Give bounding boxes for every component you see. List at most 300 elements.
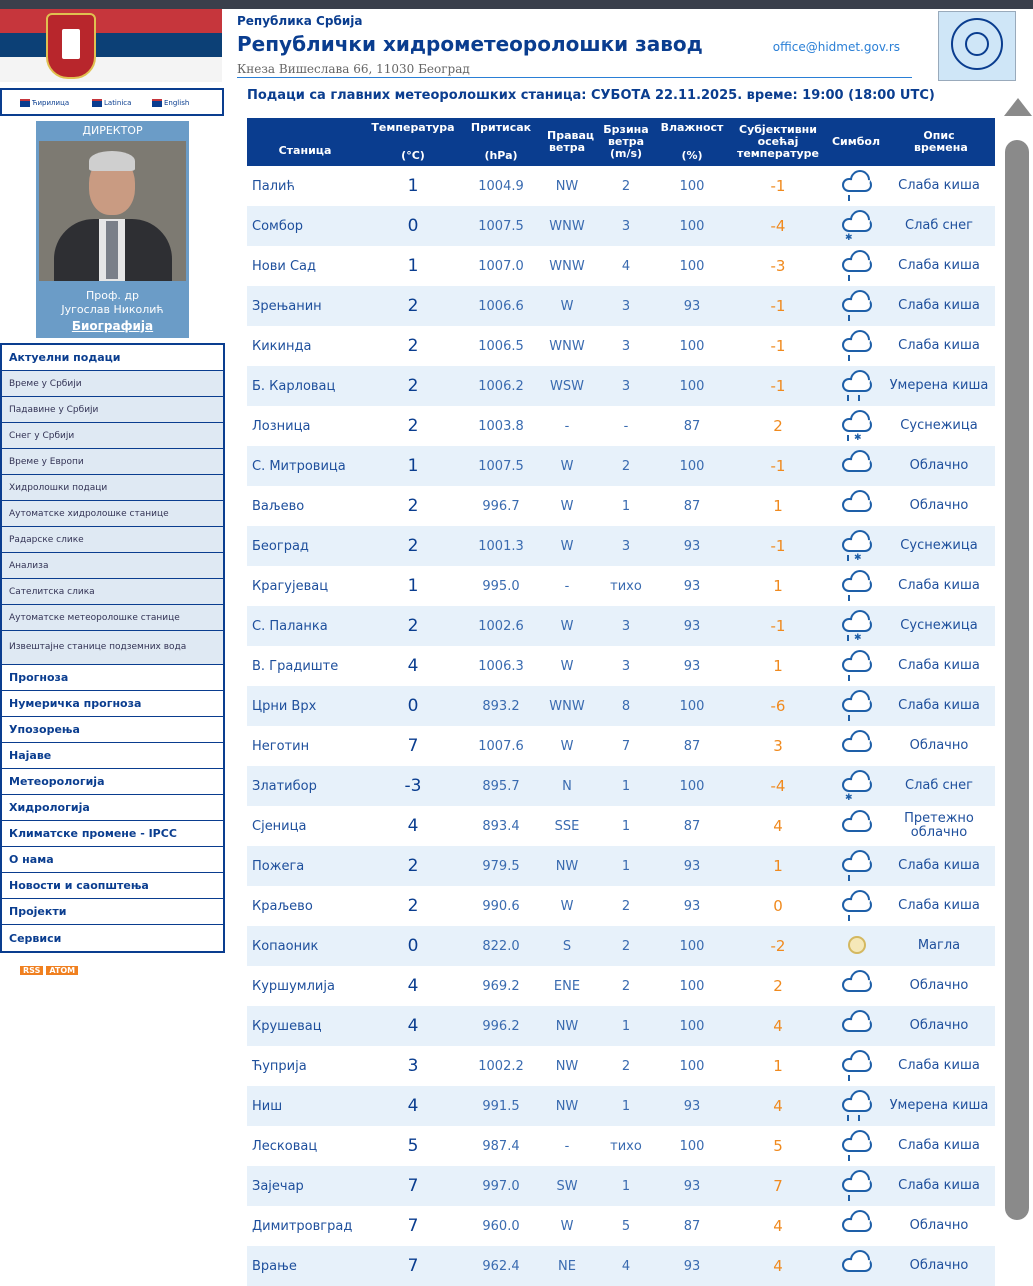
sidebar-menu-item[interactable]: Нумеричка прогноза bbox=[2, 691, 223, 717]
table-row bbox=[247, 886, 995, 926]
sidebar-menu-item[interactable]: Снег у Србији bbox=[2, 423, 223, 449]
director-label: ДИРЕКТОР bbox=[82, 124, 143, 137]
sidebar-menu-item[interactable]: Најаве bbox=[2, 743, 223, 769]
feels-like-cell: 2 bbox=[773, 977, 783, 995]
serbian-flag-banner bbox=[0, 9, 222, 82]
temperature-cell: 2 bbox=[363, 846, 463, 886]
temperature-cell: 4 bbox=[407, 976, 419, 996]
sidebar-menu-item[interactable]: Метеорологија bbox=[2, 769, 223, 795]
pressure-cell: 996.2 bbox=[463, 1006, 539, 1046]
description-cell: Слаба киша bbox=[898, 258, 980, 273]
wind-speed-cell: 3 bbox=[621, 658, 631, 674]
feels-like-cell: 7 bbox=[727, 1166, 829, 1206]
pressure-cell: 822.0 bbox=[463, 926, 539, 966]
description-cell: Слаба киша bbox=[898, 338, 980, 353]
light-snow-icon: ✱ bbox=[836, 208, 876, 244]
wind-speed-cell: 3 bbox=[595, 606, 657, 646]
pressure-cell: 1006.6 bbox=[463, 286, 539, 326]
description-cell: Слаба киша bbox=[883, 846, 995, 886]
table-row bbox=[247, 1126, 995, 1166]
feels-like-cell: 4 bbox=[773, 1217, 783, 1235]
sidebar-menu-item[interactable]: Упозорења bbox=[2, 717, 223, 743]
temperature-cell: 4 bbox=[407, 656, 419, 676]
light-rain-icon bbox=[836, 248, 876, 284]
wind-speed-cell: 5 bbox=[621, 1218, 631, 1234]
humidity-cell: 87 bbox=[683, 418, 701, 434]
light-rain-icon bbox=[836, 1048, 876, 1084]
table-header-row bbox=[247, 118, 995, 166]
sidebar-menu-item[interactable]: Сателитска слика bbox=[2, 579, 223, 605]
description-cell: Облачно bbox=[909, 1218, 969, 1233]
station-cell: Нови Сад bbox=[252, 258, 317, 274]
temperature-cell: 0 bbox=[363, 686, 463, 726]
weather-symbol-cell bbox=[829, 926, 883, 966]
sidebar-menu-item[interactable]: Аутоматске хидролошке станице bbox=[2, 501, 223, 527]
humidity-cell: 87 bbox=[683, 498, 701, 514]
temperature-cell: 2 bbox=[363, 286, 463, 326]
weather-symbol-cell bbox=[829, 326, 883, 366]
wind-speed-cell: 2 bbox=[621, 178, 631, 194]
station-cell: Димитровград bbox=[252, 1218, 353, 1234]
wind-direction-cell: W bbox=[539, 446, 595, 486]
station-cell: В. Градиште bbox=[252, 658, 339, 674]
temperature-cell: 0 bbox=[363, 206, 463, 246]
sidebar-menu-item[interactable]: Новости и саопштења bbox=[2, 873, 223, 899]
weather-symbol-cell bbox=[829, 246, 883, 286]
humidity-cell: 100 bbox=[657, 926, 727, 966]
humidity-cell: 87 bbox=[683, 818, 701, 834]
station-cell: Куршумлија bbox=[252, 978, 335, 994]
station-cell: Ваљево bbox=[252, 498, 305, 514]
col-description: Опис времена bbox=[883, 118, 995, 166]
rss-link[interactable]: RSS bbox=[20, 966, 43, 975]
pressure-cell: 1006.2 bbox=[463, 366, 539, 406]
wind-speed-cell: 3 bbox=[595, 206, 657, 246]
humidity-cell: 100 bbox=[657, 1006, 727, 1046]
scrollbar-thumb[interactable] bbox=[1005, 140, 1029, 1220]
feels-like-cell: -4 bbox=[727, 206, 829, 246]
wind-direction-cell: NW bbox=[539, 846, 595, 886]
weather-symbol-cell bbox=[829, 806, 883, 846]
table-row bbox=[247, 446, 995, 486]
weather-symbol-cell bbox=[829, 766, 883, 806]
temperature-cell: 2 bbox=[407, 416, 419, 436]
director-box bbox=[36, 121, 189, 338]
wind-direction-cell: SSE bbox=[554, 818, 580, 834]
station-cell: Црни Врх bbox=[247, 686, 363, 726]
cloudy-icon bbox=[836, 488, 876, 524]
light-rain-icon bbox=[836, 168, 876, 204]
sidebar-menu-item[interactable]: Пројекти bbox=[2, 899, 223, 925]
feels-like-cell: -1 bbox=[727, 606, 829, 646]
site-title[interactable]: Републички хидрометеоролошки завод bbox=[237, 32, 703, 56]
weather-symbol-cell bbox=[829, 686, 883, 726]
cloudy-icon bbox=[836, 1248, 876, 1284]
pressure-cell: 995.0 bbox=[482, 578, 520, 594]
humidity-cell: 100 bbox=[679, 178, 705, 194]
sidebar-menu-item[interactable]: Радарске слике bbox=[2, 527, 223, 553]
wind-speed-cell: 3 bbox=[595, 366, 657, 406]
humidity-cell: 93 bbox=[657, 1086, 727, 1126]
sidebar-menu-item[interactable]: Хидрологија bbox=[2, 795, 223, 821]
pressure-cell: 990.6 bbox=[482, 898, 520, 914]
pressure-cell: 1006.5 bbox=[478, 338, 524, 354]
table-row bbox=[247, 766, 995, 806]
wind-speed-cell: 4 bbox=[595, 1246, 657, 1286]
feels-like-cell: -2 bbox=[727, 926, 829, 966]
weather-symbol-cell bbox=[829, 726, 883, 766]
description-cell: Претежно облачно bbox=[904, 811, 974, 840]
wind-speed-cell: 2 bbox=[621, 898, 631, 914]
sidebar-menu-item[interactable]: Извештајне станице подземних вода bbox=[2, 631, 223, 665]
station-cell: Зрењанин bbox=[247, 286, 363, 326]
temperature-cell: 2 bbox=[363, 366, 463, 406]
station-cell: Палић bbox=[252, 178, 295, 194]
cloudy-icon bbox=[836, 1208, 876, 1244]
light-rain-icon bbox=[836, 1128, 876, 1164]
humidity-cell: 100 bbox=[657, 686, 727, 726]
col-station: Станица bbox=[247, 118, 363, 166]
pressure-cell: 1002.2 bbox=[478, 1058, 524, 1074]
description-cell: Умерена киша bbox=[883, 366, 995, 406]
weather-symbol-cell bbox=[829, 606, 883, 646]
weather-symbol-cell bbox=[829, 1246, 883, 1286]
feels-like-cell: 5 bbox=[773, 1137, 783, 1155]
description-cell: Слаб снег bbox=[883, 206, 995, 246]
pressure-cell: 997.0 bbox=[463, 1166, 539, 1206]
station-cell: Лесковац bbox=[252, 1138, 318, 1154]
weather-symbol-cell bbox=[829, 1206, 883, 1246]
humidity-cell: 93 bbox=[683, 898, 701, 914]
humidity-cell: 100 bbox=[657, 766, 727, 806]
weather-symbol-cell bbox=[829, 166, 883, 206]
weather-symbol-cell bbox=[829, 526, 883, 566]
temperature-cell: 1 bbox=[407, 256, 419, 276]
wind-speed-cell: тихо bbox=[610, 1138, 642, 1154]
station-cell: Зајечар bbox=[247, 1166, 363, 1206]
weather-symbol-cell bbox=[829, 406, 883, 446]
weather-symbol-cell bbox=[829, 886, 883, 926]
humidity-cell: 100 bbox=[679, 978, 705, 994]
pressure-cell: 979.5 bbox=[463, 846, 539, 886]
temperature-cell: 4 bbox=[407, 816, 419, 836]
pressure-cell: 893.2 bbox=[463, 686, 539, 726]
light-rain-icon bbox=[836, 328, 876, 364]
wind-direction-cell: SW bbox=[539, 1166, 595, 1206]
wind-direction-cell: ENE bbox=[553, 978, 581, 994]
humidity-cell: 100 bbox=[657, 206, 727, 246]
temperature-cell: 7 bbox=[363, 1246, 463, 1286]
description-cell: Слаба киша bbox=[898, 1058, 980, 1073]
wind-direction-cell: S bbox=[539, 926, 595, 966]
temperature-cell: 4 bbox=[363, 1006, 463, 1046]
wind-speed-cell: 2 bbox=[595, 446, 657, 486]
humidity-cell: 93 bbox=[657, 606, 727, 646]
sidebar-menu-item[interactable]: Актуелни подаци bbox=[2, 345, 223, 371]
humidity-cell: 100 bbox=[679, 1058, 705, 1074]
light-rain-icon bbox=[836, 688, 876, 724]
description-cell: Облачно bbox=[883, 446, 995, 486]
col-feels-like: Субјективни осећај температуре bbox=[727, 118, 829, 166]
director-photo bbox=[39, 141, 186, 281]
site-header bbox=[237, 14, 912, 80]
rhmz-logo[interactable] bbox=[938, 11, 1016, 81]
description-cell: Облачно bbox=[883, 1006, 995, 1046]
table-row bbox=[247, 286, 995, 326]
feels-like-cell: -4 bbox=[727, 766, 829, 806]
temperature-cell: 5 bbox=[407, 1136, 419, 1156]
weather-symbol-cell bbox=[829, 286, 883, 326]
humidity-cell: 93 bbox=[657, 526, 727, 566]
sleet-icon: ✱ bbox=[836, 608, 876, 644]
humidity-cell: 87 bbox=[683, 1218, 701, 1234]
weather-symbol-cell bbox=[829, 1166, 883, 1206]
table-row bbox=[247, 646, 995, 686]
table-row bbox=[247, 926, 995, 966]
station-cell: Краљево bbox=[252, 898, 313, 914]
col-humidity: Влажност (%) bbox=[657, 118, 727, 166]
temperature-cell: 2 bbox=[407, 896, 419, 916]
weather-symbol-cell bbox=[829, 366, 883, 406]
weather-table bbox=[247, 118, 995, 1286]
sidebar-menu-item[interactable]: Време у Србији bbox=[2, 371, 223, 397]
table-row bbox=[247, 1166, 995, 1206]
temperature-cell: 2 bbox=[407, 496, 419, 516]
wind-direction-cell: W bbox=[539, 606, 595, 646]
station-cell: Крагујевац bbox=[252, 578, 329, 594]
wind-speed-cell: 2 bbox=[621, 978, 631, 994]
description-cell: Слаба киша bbox=[883, 1166, 995, 1206]
wind-direction-cell: W bbox=[560, 898, 574, 914]
temperature-cell: 4 bbox=[363, 1086, 463, 1126]
description-cell: Суснежица bbox=[883, 606, 995, 646]
temperature-cell: 2 bbox=[363, 526, 463, 566]
cloudy-icon bbox=[836, 968, 876, 1004]
language-switcher bbox=[0, 88, 224, 116]
wind-speed-cell: 2 bbox=[595, 926, 657, 966]
light-rain-icon bbox=[836, 888, 876, 924]
director-bio-link[interactable]: Биографија bbox=[71, 319, 154, 333]
table-row bbox=[247, 366, 995, 406]
wind-direction-cell: WNW bbox=[539, 206, 595, 246]
station-cell: Неготин bbox=[252, 738, 310, 754]
station-cell: Сомбор bbox=[247, 206, 363, 246]
light-rain-icon bbox=[836, 1168, 876, 1204]
table-row bbox=[247, 806, 995, 846]
wind-speed-cell: 1 bbox=[595, 766, 657, 806]
pressure-cell: 1007.0 bbox=[478, 258, 524, 274]
lang-english[interactable]: English bbox=[152, 99, 189, 107]
table-row bbox=[247, 526, 995, 566]
station-cell: Пожега bbox=[247, 846, 363, 886]
sleet-icon: ✱ bbox=[836, 408, 876, 444]
station-cell: Крушевац bbox=[247, 1006, 363, 1046]
table-row bbox=[247, 606, 995, 646]
station-cell: Ниш bbox=[247, 1086, 363, 1126]
wind-direction-cell: NE bbox=[539, 1246, 595, 1286]
table-row bbox=[247, 1086, 995, 1126]
station-cell: Кикинда bbox=[252, 338, 312, 354]
wind-speed-cell: - bbox=[623, 418, 629, 434]
weather-symbol-cell bbox=[829, 1046, 883, 1086]
sidebar-menu-item[interactable]: Аутоматске метеоролошке станице bbox=[2, 605, 223, 631]
feels-like-cell: 1 bbox=[773, 1057, 783, 1075]
temperature-cell: 1 bbox=[407, 576, 419, 596]
table-row bbox=[247, 1046, 995, 1086]
fog-icon bbox=[836, 928, 876, 964]
description-cell: Слаба киша bbox=[898, 898, 980, 913]
wind-speed-cell: 4 bbox=[621, 258, 631, 274]
wind-direction-cell: - bbox=[564, 578, 570, 594]
description-cell: Слаба киша bbox=[883, 686, 995, 726]
wind-direction-cell: WNW bbox=[549, 258, 585, 274]
humidity-cell: 100 bbox=[679, 338, 705, 354]
description-cell: Суснежица bbox=[883, 526, 995, 566]
sidebar-menu-item[interactable]: Сервиси bbox=[2, 925, 223, 951]
description-cell: Слаба киша bbox=[898, 178, 980, 193]
wind-direction-cell: W bbox=[560, 658, 574, 674]
station-cell: Београд bbox=[247, 526, 363, 566]
description-cell: Умерена киша bbox=[883, 1086, 995, 1126]
sidebar-menu-item[interactable]: Климатске промене - IPCC bbox=[2, 821, 223, 847]
pressure-cell: 1006.3 bbox=[478, 658, 524, 674]
feels-like-cell: 4 bbox=[773, 817, 783, 835]
sidebar-menu-item[interactable]: Хидролошки подаци bbox=[2, 475, 223, 501]
feels-like-cell: -1 bbox=[727, 366, 829, 406]
feels-like-cell: 1 bbox=[727, 846, 829, 886]
description-cell: Суснежица bbox=[900, 418, 978, 433]
temperature-cell: 2 bbox=[363, 606, 463, 646]
light-rain-icon bbox=[836, 288, 876, 324]
station-cell: Златибор bbox=[247, 766, 363, 806]
window-top-bar bbox=[0, 0, 1033, 9]
lang-cyrillic[interactable]: Ћирилица bbox=[20, 99, 69, 107]
wind-direction-cell: W bbox=[539, 526, 595, 566]
temperature-cell: 1 bbox=[407, 176, 419, 196]
temperature-cell: 7 bbox=[407, 1216, 419, 1236]
sidebar-menu-item[interactable]: О нама bbox=[2, 847, 223, 873]
sleet-icon: ✱ bbox=[836, 528, 876, 564]
sidebar-menu bbox=[0, 343, 225, 953]
description-cell: Слаба киша bbox=[898, 1138, 980, 1153]
wind-direction-cell: W bbox=[539, 286, 595, 326]
wind-speed-cell: 2 bbox=[621, 1058, 631, 1074]
wind-speed-cell: 1 bbox=[595, 846, 657, 886]
temperature-cell: 1 bbox=[363, 446, 463, 486]
wind-direction-cell: NW bbox=[539, 1086, 595, 1126]
pressure-cell: 1007.6 bbox=[478, 738, 524, 754]
weather-symbol-cell bbox=[829, 646, 883, 686]
lang-latin[interactable]: Latinica bbox=[92, 99, 131, 107]
cloudy-icon bbox=[836, 448, 876, 484]
wind-direction-cell: WNW bbox=[549, 338, 585, 354]
description-cell: Облачно bbox=[909, 978, 969, 993]
wind-direction-cell: W bbox=[560, 738, 574, 754]
wind-speed-cell: 1 bbox=[621, 498, 631, 514]
col-temperature: Температура (°C) bbox=[363, 118, 463, 166]
email-link[interactable]: office@hidmet.gov.rs bbox=[772, 40, 900, 54]
sidebar-menu-item[interactable]: Падавине у Србији bbox=[2, 397, 223, 423]
pressure-cell: 991.5 bbox=[463, 1086, 539, 1126]
scroll-up-arrow[interactable] bbox=[1004, 98, 1032, 116]
feels-like-cell: 3 bbox=[773, 737, 783, 755]
data-timestamp-heading: Подаци са главних метеоролошких станица: СУБОТА 22.11.2025. време: 19:00 (18:00 UTC) bbox=[247, 88, 935, 103]
table-row bbox=[247, 726, 995, 766]
wind-direction-cell: W bbox=[560, 1218, 574, 1234]
feels-like-cell: 1 bbox=[773, 577, 783, 595]
light-rain-icon bbox=[836, 648, 876, 684]
description-cell: Слаба киша bbox=[883, 286, 995, 326]
humidity-cell: 93 bbox=[683, 578, 701, 594]
pressure-cell: 1001.3 bbox=[463, 526, 539, 566]
weather-symbol-cell bbox=[829, 846, 883, 886]
table-row bbox=[247, 846, 995, 886]
sidebar-menu-item[interactable]: Анализа bbox=[2, 553, 223, 579]
feels-like-cell: 1 bbox=[773, 497, 783, 515]
feels-like-cell: -1 bbox=[770, 337, 786, 355]
light-rain-icon bbox=[836, 568, 876, 604]
table-row bbox=[247, 326, 995, 366]
wind-speed-cell: 1 bbox=[595, 1166, 657, 1206]
table-row bbox=[247, 206, 995, 246]
cloudy-icon bbox=[836, 1008, 876, 1044]
pressure-cell: 895.7 bbox=[463, 766, 539, 806]
description-cell: Облачно bbox=[909, 498, 969, 513]
temperature-cell: -3 bbox=[363, 766, 463, 806]
feels-like-cell: 1 bbox=[773, 657, 783, 675]
moderate-rain-icon bbox=[836, 368, 876, 404]
feels-like-cell: -1 bbox=[727, 526, 829, 566]
sidebar-menu-item[interactable]: Време у Европи bbox=[2, 449, 223, 475]
header-subtitle: Република Србија bbox=[237, 14, 363, 28]
description-cell: Слаб снег bbox=[883, 766, 995, 806]
feels-like-cell: -1 bbox=[770, 177, 786, 195]
moderate-rain-icon bbox=[836, 1088, 876, 1124]
pressure-cell: 1004.9 bbox=[478, 178, 524, 194]
station-cell: Врање bbox=[247, 1246, 363, 1286]
weather-symbol-cell bbox=[829, 966, 883, 1006]
humidity-cell: 93 bbox=[657, 1166, 727, 1206]
header-address: Кнеза Вишеслава 66, 11030 Београд bbox=[237, 62, 470, 76]
weather-symbol-cell bbox=[829, 446, 883, 486]
table-row bbox=[247, 566, 995, 606]
humidity-cell: 100 bbox=[679, 1138, 705, 1154]
pressure-cell: 987.4 bbox=[482, 1138, 520, 1154]
sidebar-menu-item[interactable]: Прогноза bbox=[2, 665, 223, 691]
col-wind-direction: Правац ветра bbox=[539, 118, 595, 166]
station-cell: Копаоник bbox=[247, 926, 363, 966]
pressure-cell: 1003.8 bbox=[478, 418, 524, 434]
weather-symbol-cell bbox=[829, 1086, 883, 1126]
temperature-cell: 0 bbox=[363, 926, 463, 966]
pressure-cell: 962.4 bbox=[463, 1246, 539, 1286]
description-cell: Слаба киша bbox=[898, 658, 980, 673]
station-cell: Ћуприја bbox=[252, 1058, 307, 1074]
wind-speed-cell: 8 bbox=[595, 686, 657, 726]
weather-symbol-cell bbox=[829, 566, 883, 606]
wind-speed-cell: 1 bbox=[595, 1006, 657, 1046]
humidity-cell: 100 bbox=[657, 366, 727, 406]
wind-speed-cell: 3 bbox=[595, 286, 657, 326]
atom-link[interactable]: ATOM bbox=[46, 966, 78, 975]
wind-direction-cell: WSW bbox=[539, 366, 595, 406]
table-row bbox=[247, 1006, 995, 1046]
wind-speed-cell: тихо bbox=[610, 578, 642, 594]
pressure-cell: 1007.5 bbox=[463, 206, 539, 246]
temperature-cell: 7 bbox=[407, 736, 419, 756]
feed-links bbox=[20, 966, 81, 975]
pressure-cell: 969.2 bbox=[482, 978, 520, 994]
